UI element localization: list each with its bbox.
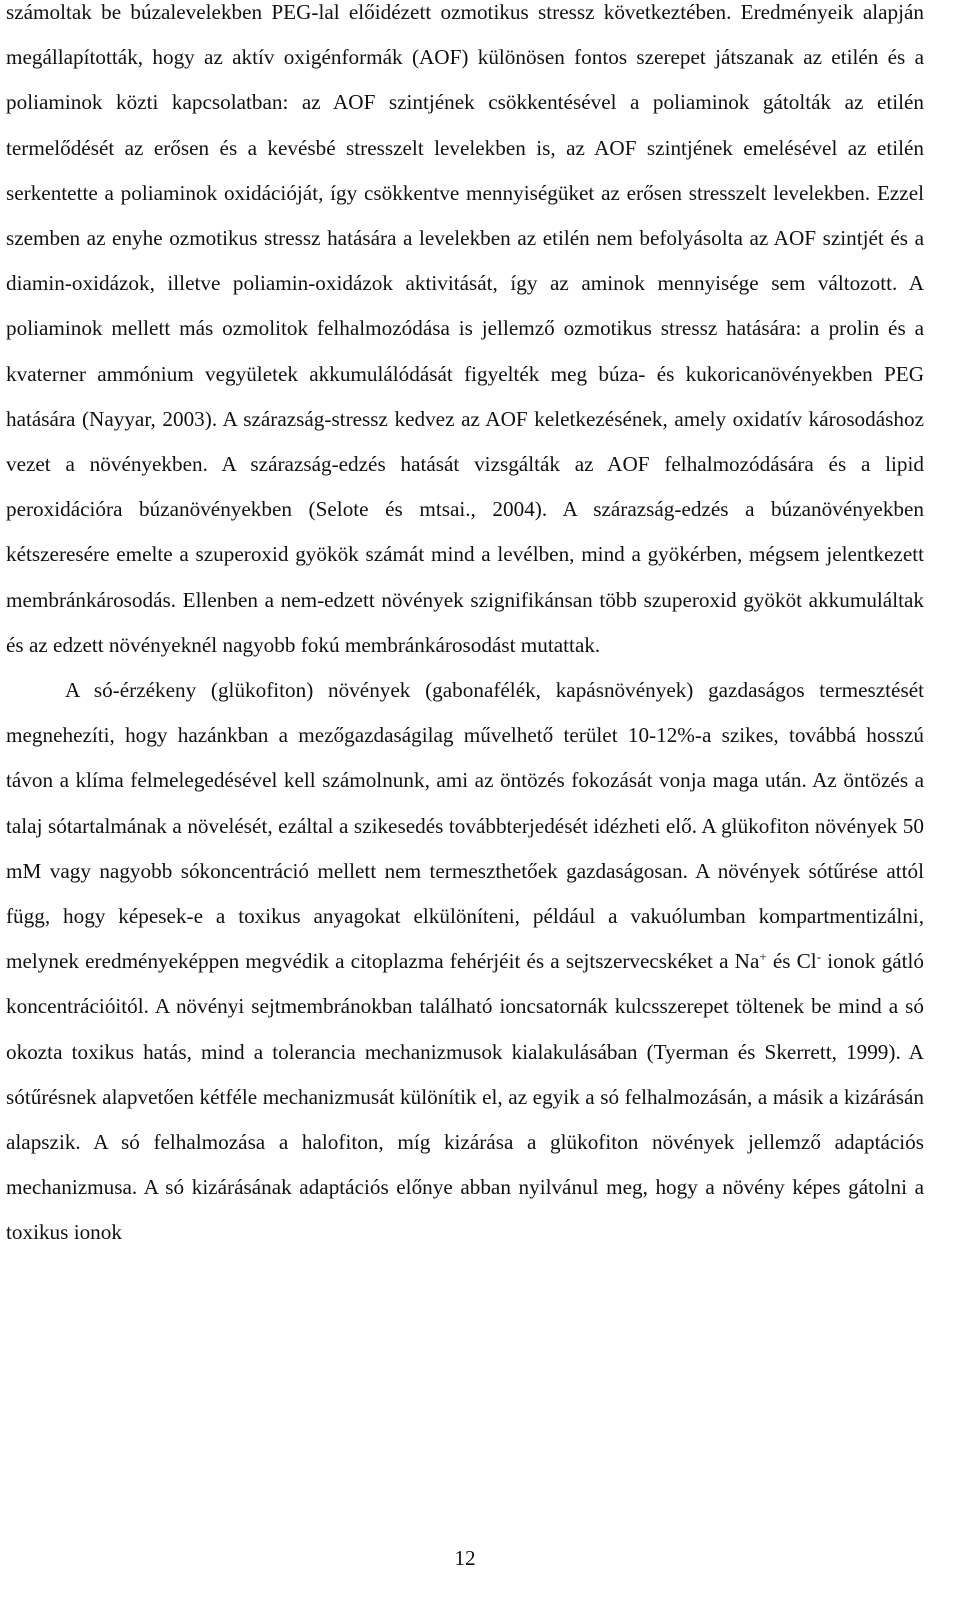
paragraph-drought-stress <box>6 0 924 668</box>
document-page <box>6 0 924 1256</box>
superscript-plus: + <box>759 949 767 965</box>
paragraph-text: számoltak be búzalevelekben PEG-lal előidézett ozmotikus stressz következtében. Eredményeik alapján megállapították, hogy az aktív oxigénformák (AOF) különösen fontos szerepet játszanak az etilén és a poliaminok közti kapcsolatban: az AOF szintjének csökkentésével a poliaminok gátolták az etilén termelődését az erősen és a kevésbé stresszelt levelekben is, az AOF szintjének emelésével az etilén serkentette a poliaminok oxidációját, így csökkentve mennyiségüket az erősen stresszelt levelekben. Ezzel szemben az enyhe ozmotikus stressz hatására a levelekben az etilén nem befolyásolta az AOF szintjét és a diamin-oxidázok, illetve poliamin-oxidázok aktivitását, így az aminok mennyisége sem változott. A poliaminok mellett más ozmolitok felhalmozódása is jellemző ozmotikus stressz hatására: a prolin és a kvaterner ammónium vegyületek akkumulálódását figyelték meg búza- és kukoricanövényekben PEG hatására (Nayyar, 2003). A szárazság-stressz kedvez az AOF keletkezésének, amely oxidatív károsodáshoz vezet a növényekben. A szárazság-edzés hatását vizsgálták az AOF felhalmozódására és a lipid peroxidációra búzanövényekben (Selote és mtsai., 2004). A szárazság-edzés a búzanövényekben kétszeresére emelte a szuperoxid gyökök számát mind a levélben, mind a gyökérben, mégsem jelentkezett membránkárosodás. Ellenben a nem-edzett növények szignifikánsan több szuperoxid gyököt akkumuláltak és az edzett növényeknél nagyobb fokú membránkárosodást mutattak. <box>6 0 924 657</box>
paragraph-salt-tolerance <box>6 668 924 1256</box>
paragraph-text-part2: és Cl <box>766 949 817 974</box>
paragraph-text-part3: ionok gátló koncentrációitól. A növényi sejtmembránokban található ioncsatornák kulcsszerepet töltenek be mind a só okozta toxikus hatás, mind a tolerancia mechanizmusok kialakulásában (Tyerman és Skerrett, 1999). A sótűrésnek alapvetően kétféle mechanizmusát különítik el, az egyik a só felhalmozásán, a másik a kizárásán alapszik. A só felhalmozása a halofiton, míg kizárása a glükofiton növények jellemző adaptációs mechanizmusa. A só kizárásának adaptációs előnye abban nyilvánul meg, hogy a növény képes gátolni a toxikus ionok <box>6 949 924 1245</box>
page-number: 12 <box>454 1546 476 1570</box>
paragraph-text-part1: A só-érzékeny (glükofiton) növények (gabonafélék, kapásnövények) gazdaságos termesztését megnehezíti, hogy hazánkban a mezőgazdaságilag művelhető terület 10-12%-a szikes, továbbá hosszú távon a klíma felmelegedésével kell számolnunk, ami az öntözés fokozását vonja maga után. Az öntözés a talaj sótartalmának a növelését, ezáltal a szikesedés továbbterjedését idézheti elő. A glükofiton növények 50 mM vagy nagyobb sókoncentráció mellett nem termeszthetőek gazdaságosan. A növények sótűrése attól függ, hogy képesek-e a toxikus anyagokat elkülöníteni, például a vakuólumban kompartmentizálni, melynek eredményeképpen megvédik a citoplazma fehérjéit és a sejtszervecskéket a Na <box>6 678 924 974</box>
superscript-minus: - <box>816 949 822 965</box>
